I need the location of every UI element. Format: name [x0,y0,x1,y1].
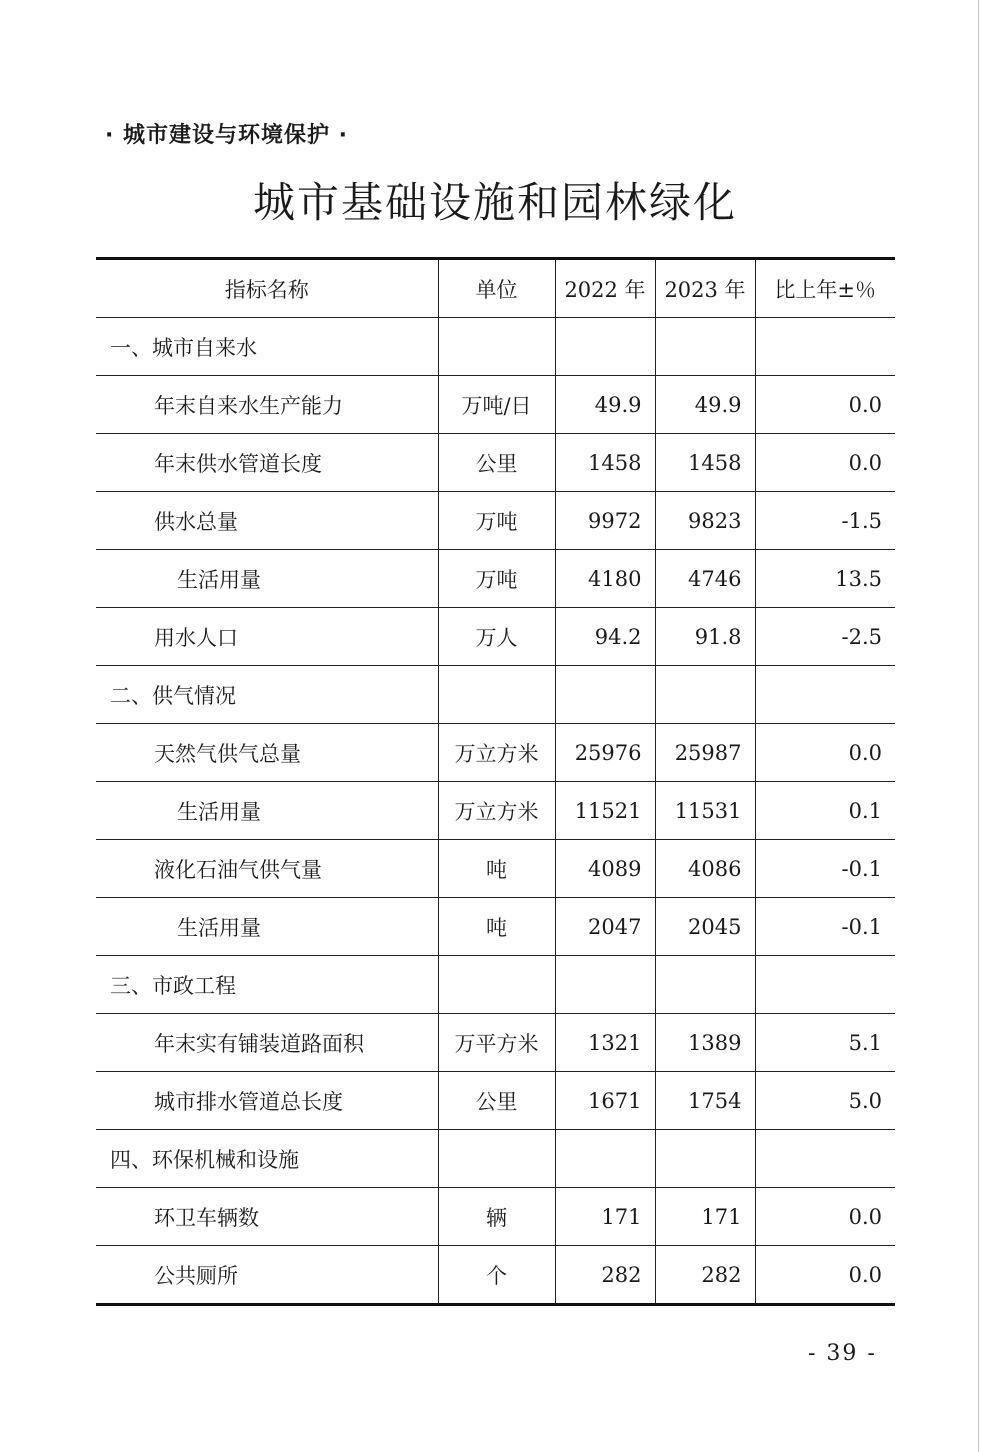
table-row [96,492,895,550]
cell-value-2023 [655,1130,755,1188]
cell-value-2023 [655,318,755,376]
cell-value-2023: 25987 [655,724,755,782]
cell-indicator-name: 城市排水管道总长度 [96,1072,438,1130]
cell-value-2022 [555,956,655,1014]
cell-indicator-name: 用水人口 [96,608,438,666]
cell-indicator-name: 天然气供气总量 [96,724,438,782]
table-row [96,724,895,782]
cell-indicator-name: 二、供气情况 [96,666,438,724]
cell-unit: 万人 [438,608,555,666]
cell-value-2022: 282 [555,1246,655,1305]
cell-change-percent: -1.5 [755,492,895,550]
cell-value-2022: 171 [555,1188,655,1246]
cell-value-2023: 4086 [655,840,755,898]
cell-value-2022: 25976 [555,724,655,782]
cell-value-2022: 1458 [555,434,655,492]
table-row [96,782,895,840]
table-row [96,1246,895,1305]
cell-unit: 吨 [438,840,555,898]
table-category-row [96,318,895,376]
cell-change-percent: 0.0 [755,724,895,782]
cell-value-2022: 2047 [555,898,655,956]
cell-value-2023: 9823 [655,492,755,550]
cell-indicator-name: 三、市政工程 [96,956,438,1014]
cell-indicator-name: 生活用量 [96,898,438,956]
cell-unit: 公里 [438,434,555,492]
cell-value-2022: 1321 [555,1014,655,1072]
table-category-row [96,956,895,1014]
cell-value-2023: 11531 [655,782,755,840]
cell-indicator-name: 生活用量 [96,550,438,608]
cell-indicator-name: 年末实有铺装道路面积 [96,1014,438,1072]
header-year-2022: 2022 年 [555,259,655,318]
cell-value-2022: 11521 [555,782,655,840]
cell-unit: 万立方米 [438,782,555,840]
cell-change-percent: 13.5 [755,550,895,608]
cell-indicator-name: 液化石油气供气量 [96,840,438,898]
cell-indicator-name: 一、城市自来水 [96,318,438,376]
cell-change-percent: 0.0 [755,1188,895,1246]
cell-value-2023: 91.8 [655,608,755,666]
table-row [96,1188,895,1246]
cell-value-2022: 94.2 [555,608,655,666]
cell-value-2023: 49.9 [655,376,755,434]
cell-unit [438,1130,555,1188]
cell-indicator-name: 环卫车辆数 [96,1188,438,1246]
cell-unit [438,666,555,724]
header-change-percent: 比上年±％ [755,259,895,318]
header-year-2023: 2023 年 [655,259,755,318]
cell-value-2023: 1389 [655,1014,755,1072]
cell-value-2023 [655,956,755,1014]
cell-indicator-name: 生活用量 [96,782,438,840]
cell-indicator-name: 供水总量 [96,492,438,550]
header-unit: 单位 [438,259,555,318]
cell-change-percent: 0.1 [755,782,895,840]
cell-value-2023 [655,666,755,724]
cell-unit: 万吨/日 [438,376,555,434]
cell-change-percent: 5.1 [755,1014,895,1072]
cell-value-2022 [555,666,655,724]
cell-value-2022: 4089 [555,840,655,898]
cell-unit [438,318,555,376]
cell-change-percent [755,1130,895,1188]
table-row [96,898,895,956]
cell-value-2023: 1458 [655,434,755,492]
table-header-row [96,259,895,318]
cell-unit: 个 [438,1246,555,1305]
cell-value-2022 [555,318,655,376]
cell-change-percent: 5.0 [755,1072,895,1130]
table-row [96,550,895,608]
page-edge-line [978,0,979,1452]
cell-unit [438,956,555,1014]
cell-value-2022 [555,1130,655,1188]
cell-value-2023: 2045 [655,898,755,956]
cell-change-percent [755,318,895,376]
cell-indicator-name: 公共厕所 [96,1246,438,1305]
statistics-table [96,257,895,1306]
cell-value-2022: 1671 [555,1072,655,1130]
section-header: · 城市建设与环境保护 · [105,123,349,148]
cell-indicator-name: 年末自来水生产能力 [96,376,438,434]
cell-value-2023: 4746 [655,550,755,608]
page-title: 城市基础设施和园林绿化 [252,178,737,227]
cell-unit: 吨 [438,898,555,956]
cell-value-2022: 49.9 [555,376,655,434]
cell-change-percent: 0.0 [755,1246,895,1305]
cell-value-2023: 171 [655,1188,755,1246]
cell-change-percent: 0.0 [755,376,895,434]
cell-unit: 万吨 [438,550,555,608]
cell-change-percent [755,956,895,1014]
table-row [96,1014,895,1072]
cell-unit: 公里 [438,1072,555,1130]
cell-unit: 辆 [438,1188,555,1246]
cell-value-2022: 4180 [555,550,655,608]
header-indicator-name: 指标名称 [224,277,309,302]
table-category-row [96,1130,895,1188]
table-body [96,318,895,1305]
cell-unit: 万立方米 [438,724,555,782]
table-row [96,434,895,492]
cell-unit: 万平方米 [438,1014,555,1072]
table-row [96,840,895,898]
cell-value-2023: 1754 [655,1072,755,1130]
cell-indicator-name: 年末供水管道长度 [96,434,438,492]
cell-change-percent: -2.5 [755,608,895,666]
table-category-row [96,666,895,724]
table-row [96,376,895,434]
cell-change-percent: -0.1 [755,840,895,898]
cell-value-2023: 282 [655,1246,755,1305]
cell-change-percent: 0.0 [755,434,895,492]
page-number: - 39 - [808,1341,877,1366]
table-row [96,1072,895,1130]
table-row [96,608,895,666]
cell-indicator-name: 四、环保机械和设施 [96,1130,438,1188]
cell-unit: 万吨 [438,492,555,550]
cell-change-percent [755,666,895,724]
cell-value-2022: 9972 [555,492,655,550]
cell-change-percent: -0.1 [755,898,895,956]
